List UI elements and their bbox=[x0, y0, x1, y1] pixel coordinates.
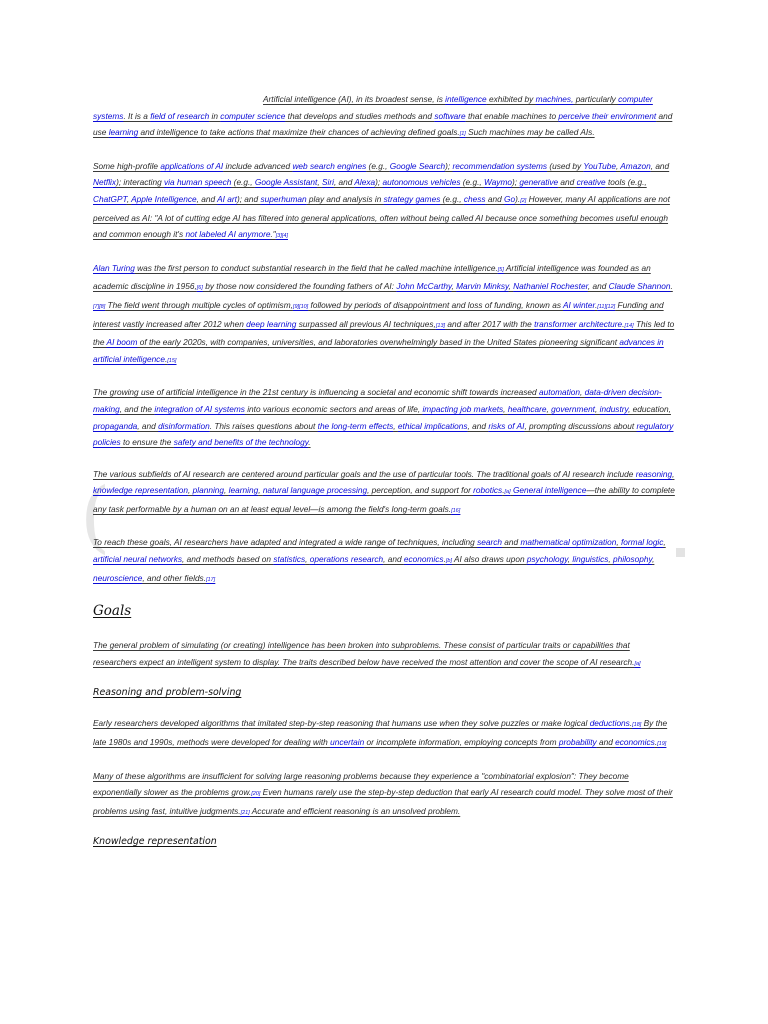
intro-paragraph-2 bbox=[93, 158, 675, 245]
text: include advanced bbox=[223, 160, 293, 171]
text: ); bbox=[445, 160, 453, 171]
citation-link[interactable]: [19] bbox=[657, 741, 667, 748]
link-intelligence[interactable]: intelligence bbox=[445, 94, 487, 104]
link-industry[interactable]: industry bbox=[599, 403, 629, 414]
text: , and bbox=[196, 193, 218, 204]
link-machines[interactable]: machines, bbox=[535, 94, 574, 104]
text: and bbox=[558, 177, 577, 188]
text: , bbox=[258, 485, 263, 496]
text: Such machines may be called AIs. bbox=[465, 127, 595, 138]
link-safety-and-benefits[interactable]: safety and benefits of the technology bbox=[173, 437, 309, 448]
link-software[interactable]: software bbox=[434, 110, 466, 121]
text: . bbox=[164, 353, 168, 364]
citation-link[interactable]: [b] bbox=[445, 558, 452, 565]
text: particularly bbox=[573, 94, 619, 104]
link-alexa[interactable]: Alexa bbox=[354, 177, 376, 188]
text: exhibited by bbox=[486, 94, 536, 104]
link-neuroscience[interactable]: neuroscience bbox=[93, 572, 143, 583]
citation-link[interactable]: [20] bbox=[251, 791, 261, 798]
link-deductions[interactable]: deductions bbox=[589, 718, 630, 729]
link-go[interactable]: Go bbox=[504, 193, 516, 204]
text: , and bbox=[650, 160, 670, 171]
citation-link[interactable]: [7][8] bbox=[93, 303, 106, 310]
text: . bbox=[654, 737, 658, 748]
citation-link[interactable]: [a] bbox=[634, 660, 641, 667]
link-psychology[interactable]: psychology bbox=[526, 554, 568, 565]
link-economics[interactable]: economics bbox=[403, 554, 444, 565]
text: , perception, and support for bbox=[367, 485, 474, 496]
link-statistics[interactable]: statistics bbox=[273, 554, 306, 565]
link-knowledge-representation[interactable]: knowledge representation bbox=[93, 485, 189, 496]
link-amazon[interactable]: Amazon bbox=[620, 160, 651, 171]
citation-link[interactable]: [6] bbox=[196, 285, 203, 292]
text: , bbox=[595, 403, 600, 414]
link-autonomous-vehicles[interactable]: autonomous vehicles bbox=[382, 177, 461, 188]
text: ). bbox=[515, 193, 521, 204]
citation-link[interactable]: [14] bbox=[624, 322, 634, 329]
link-youtube[interactable]: YouTube bbox=[583, 160, 616, 171]
link-alan-turing[interactable]: Alan Turing bbox=[93, 262, 135, 273]
text: to ensure the bbox=[120, 437, 174, 448]
citation-link[interactable]: [13] bbox=[435, 322, 446, 329]
text: . bbox=[308, 437, 311, 448]
citation-link[interactable]: [3][4] bbox=[275, 233, 288, 240]
reasoning-paragraph-2 bbox=[93, 768, 675, 822]
text: , bbox=[608, 554, 613, 565]
subsection-heading-knowledge: Knowledge representation bbox=[93, 836, 217, 848]
decorative-square bbox=[676, 548, 685, 557]
link-human-speech[interactable]: via human speech bbox=[164, 177, 232, 188]
link-linguistics[interactable]: linguistics bbox=[572, 554, 609, 565]
link-google-assistant[interactable]: Google Assistant bbox=[254, 177, 318, 188]
link-john-mccarthy[interactable]: John McCarthy bbox=[396, 281, 452, 292]
intro-paragraph-5 bbox=[93, 466, 675, 520]
link-operations-research[interactable]: operations research bbox=[309, 554, 384, 565]
text: and after 2017 with the bbox=[445, 318, 535, 329]
text: Artificial intelligence (AI), in its broadest sense, is bbox=[263, 94, 446, 104]
intro-paragraph-4 bbox=[93, 384, 675, 450]
text: , bbox=[580, 387, 585, 398]
text: followed by periods of disappointment and loss of funding, known as bbox=[308, 299, 563, 310]
link-nathaniel-rochester[interactable]: Nathaniel Rochester bbox=[513, 281, 588, 292]
text: that enable machines to bbox=[465, 110, 559, 121]
link-computer-science[interactable]: computer science bbox=[220, 110, 286, 121]
text: that develops and studies methods and bbox=[285, 110, 435, 121]
text: , bbox=[317, 177, 322, 188]
text: , and the bbox=[119, 403, 155, 414]
reasoning-paragraph-1 bbox=[93, 715, 675, 752]
text: . bbox=[629, 718, 633, 729]
text: The field went through multiple cycles of optimism, bbox=[105, 299, 293, 310]
text: , bbox=[305, 554, 310, 565]
citation-link[interactable]: [2] bbox=[520, 197, 527, 204]
text: . bbox=[443, 554, 446, 565]
text: , and bbox=[333, 177, 355, 188]
link-uncertain[interactable]: uncertain bbox=[330, 737, 365, 748]
text: ." bbox=[270, 229, 276, 240]
link-propaganda[interactable]: propaganda bbox=[93, 420, 138, 431]
link-strategy-games[interactable]: strategy games bbox=[383, 193, 441, 204]
link-integration-of-ai-systems[interactable]: integration of AI systems bbox=[154, 403, 245, 414]
text: Accurate and efficient reasoning is an unsolved problem. bbox=[249, 805, 461, 816]
text: (e.g., bbox=[460, 177, 485, 188]
link-mathematical-optimization[interactable]: mathematical optimization bbox=[520, 537, 617, 548]
text: was the first person to conduct substantial research in the field that he called machine intelligence. bbox=[134, 262, 498, 273]
link-planning[interactable]: planning bbox=[192, 485, 225, 496]
text: , bbox=[652, 554, 655, 565]
text: . bbox=[594, 299, 598, 310]
link-search[interactable]: search bbox=[477, 537, 502, 548]
text: , and bbox=[137, 420, 159, 431]
link-automation[interactable]: automation bbox=[538, 387, 581, 398]
text: , bbox=[188, 485, 193, 496]
link-recommendation-systems[interactable]: recommendation systems bbox=[452, 160, 548, 171]
text: of the early 2020s, with companies, universities, and laboratories overwhelmingly based in the United States pioneering significant bbox=[137, 337, 620, 348]
link-web-search-engines[interactable]: web search engines bbox=[292, 160, 367, 171]
section-heading-goals: Goals bbox=[93, 603, 132, 620]
text: Artificial intelligence was founded as an academic discipline in 1956, bbox=[93, 262, 651, 292]
text: , education, bbox=[628, 403, 671, 414]
text: (used by bbox=[547, 160, 584, 171]
text: —the ability to complete any task performable by a human on an at least equal level—is among the field's long-term goals. bbox=[93, 485, 675, 514]
text: Some high-profile bbox=[93, 160, 161, 171]
link-computer-systems[interactable]: computer systems bbox=[93, 94, 653, 121]
text: . It is a bbox=[123, 110, 151, 121]
link-philosophy[interactable]: philosophy bbox=[613, 554, 653, 565]
text: , and other fields. bbox=[142, 572, 207, 583]
link-learning[interactable]: learning bbox=[228, 485, 259, 496]
text: into various economic sectors and areas of life, bbox=[244, 403, 423, 414]
link-apple-intelligence[interactable]: Apple Intelligence bbox=[131, 193, 197, 204]
link-risks-of-ai[interactable]: risks of AI bbox=[488, 420, 525, 431]
intro-paragraph-6 bbox=[93, 534, 675, 588]
text: Early researchers developed algorithms that imitated step-by-step reasoning that humans use when they solve puzzles or make logical bbox=[93, 718, 590, 729]
link-robotics[interactable]: robotics bbox=[473, 485, 503, 496]
text: or incomplete information, employing concepts from bbox=[364, 737, 559, 748]
text: , and bbox=[587, 281, 609, 292]
text: (e.g., bbox=[366, 160, 390, 171]
link-formal-logic[interactable]: formal logic bbox=[621, 537, 664, 548]
link-impacting-job-markets[interactable]: impacting job markets bbox=[422, 403, 504, 414]
link-transformer-architecture[interactable]: transformer architecture bbox=[534, 318, 623, 329]
link-probability[interactable]: probability bbox=[558, 737, 597, 748]
citation-link[interactable]: [17] bbox=[206, 576, 216, 583]
link-disinformation[interactable]: disinformation bbox=[158, 420, 210, 431]
text: ); bbox=[375, 177, 383, 188]
link-superhuman[interactable]: superhuman bbox=[260, 193, 307, 204]
text: , and bbox=[383, 554, 404, 565]
text: (e.g., bbox=[231, 177, 255, 188]
subsection-heading-reasoning: Reasoning and problem-solving bbox=[93, 687, 242, 699]
goals-paragraph bbox=[93, 637, 675, 672]
intro-paragraph-1 bbox=[93, 91, 675, 143]
text: , bbox=[224, 485, 229, 496]
link-chess[interactable]: chess bbox=[463, 193, 486, 204]
text: ); bbox=[512, 177, 520, 188]
citation-link[interactable]: [18] bbox=[632, 722, 642, 729]
link-waymo[interactable]: Waymo bbox=[484, 177, 512, 188]
link-general-intelligence[interactable]: General intelligence bbox=[512, 485, 587, 496]
citation-link[interactable]: [a] bbox=[504, 489, 511, 496]
link-healthcare[interactable]: healthcare bbox=[507, 403, 547, 414]
text: Even humans rarely use the step-by-step deduction that early AI research could model. They solve most of their problems using fast, intuitive judgments. bbox=[93, 787, 673, 816]
text: , bbox=[546, 403, 552, 414]
link-economics[interactable]: economics bbox=[615, 737, 655, 748]
link-artificial-neural-networks[interactable]: artificial neural networks bbox=[93, 554, 182, 565]
text: , bbox=[503, 403, 508, 414]
link-advances-in-ai[interactable]: advances in artificial intelligence bbox=[93, 337, 664, 364]
article-body bbox=[93, 91, 675, 864]
citation-link[interactable]: [11][12] bbox=[597, 303, 616, 310]
link-deep-learning[interactable]: deep learning bbox=[246, 318, 297, 329]
text: , and methods based on bbox=[182, 554, 274, 565]
link-field-of-research[interactable]: field of research bbox=[150, 110, 210, 121]
text: in bbox=[209, 110, 221, 121]
text: and intelligence to take actions that maximize their chances of achieving defined goals. bbox=[138, 127, 460, 138]
text: Many of these algorithms are insufficient for solving large reasoning problems because they experience a "combinatorial explosion": They become exponentially slower as the problems grow. bbox=[93, 770, 629, 798]
link-long-term-effects[interactable]: the long-term effects bbox=[317, 420, 394, 431]
citation-link[interactable]: [15] bbox=[167, 357, 177, 364]
link-ai-winter[interactable]: AI winter bbox=[562, 299, 595, 310]
text: To reach these goals, AI researchers have adapted and integrated a wide range of techniques, including bbox=[93, 537, 478, 548]
citation-link[interactable]: [5] bbox=[497, 266, 504, 273]
text: This led to the bbox=[93, 318, 675, 348]
link-netflix[interactable]: Netflix bbox=[93, 177, 117, 188]
link-applications-of-ai[interactable]: applications of AI bbox=[160, 160, 224, 171]
link-google-search[interactable]: Google Search bbox=[389, 160, 446, 171]
text: The general problem of simulating (or creating) intelligence has been broken into subproblems. These consist of particular traits or capabilities that researchers expect an intelligent system to display. The traits described below have received the most attention and cover the scope of AI research. bbox=[93, 640, 635, 667]
text: . This raises questions about bbox=[209, 420, 318, 431]
link-generative[interactable]: generative bbox=[519, 177, 559, 188]
text: , bbox=[672, 468, 675, 479]
link-not-labeled-ai[interactable]: not labeled AI anymore bbox=[185, 229, 271, 240]
text: ); and bbox=[236, 193, 261, 204]
link-regulatory-policies[interactable]: regulatory policies bbox=[93, 420, 674, 448]
link-reasoning[interactable]: reasoning bbox=[635, 468, 673, 479]
text: . bbox=[622, 318, 625, 329]
link-claude-shannon[interactable]: Claude Shannon bbox=[608, 281, 671, 292]
text: , bbox=[663, 537, 666, 548]
link-creative[interactable]: creative bbox=[576, 177, 606, 188]
text: and bbox=[596, 737, 616, 748]
text: (e.g., bbox=[440, 193, 464, 204]
link-perceive-environment[interactable]: perceive their environment bbox=[558, 110, 657, 121]
text: . bbox=[670, 281, 673, 292]
text: However, many AI applications are not perceived as AI: "A lot of cutting edge AI has filtered into general applications, often without being called AI because once something becomes useful enough and common enough it's bbox=[93, 193, 670, 240]
text: and bbox=[485, 193, 505, 204]
citation-link[interactable]: [1] bbox=[459, 131, 466, 138]
text: By the late 1980s and 1990s, methods were developed for dealing with bbox=[93, 718, 668, 748]
text: AI also draws upon bbox=[452, 554, 527, 565]
text: , bbox=[567, 554, 573, 565]
text: , bbox=[616, 537, 621, 548]
text: and use bbox=[93, 110, 673, 138]
link-ai-art[interactable]: AI art bbox=[217, 193, 237, 204]
link-marvin-minsky[interactable]: Marvin Minksy bbox=[456, 281, 509, 292]
text: , and bbox=[467, 420, 489, 431]
link-government[interactable]: government bbox=[551, 403, 595, 414]
text: by those now considered the founding fathers of AI: bbox=[202, 281, 397, 292]
text: , bbox=[508, 281, 514, 292]
text: , bbox=[451, 281, 457, 292]
link-natural-language-processing[interactable]: natural language processing bbox=[262, 485, 368, 496]
text: surpassed all previous AI techniques, bbox=[296, 318, 436, 329]
text: Funding and interest vastly increased after 2012 when bbox=[93, 299, 664, 329]
link-siri[interactable]: Siri bbox=[321, 177, 334, 188]
link-ethical-implications[interactable]: ethical implications bbox=[397, 420, 468, 431]
intro-paragraph-3 bbox=[93, 260, 675, 370]
citation-link[interactable]: [9][10] bbox=[292, 303, 309, 310]
text: , bbox=[615, 160, 621, 171]
text: play and analysis in bbox=[306, 193, 384, 204]
link-learning[interactable]: learning bbox=[108, 127, 139, 138]
text: . bbox=[502, 485, 505, 496]
text: tools (e.g., bbox=[605, 177, 647, 188]
text: and bbox=[501, 537, 521, 548]
decorative-parenthesis: ( bbox=[80, 472, 111, 562]
text: The various subfields of AI research are centered around particular goals and the use of particular tools. The traditional goals of AI research include bbox=[93, 468, 636, 479]
link-ai-boom[interactable]: AI boom bbox=[106, 337, 138, 348]
text: , bbox=[393, 420, 398, 431]
citation-link[interactable]: [16] bbox=[451, 507, 461, 514]
text: , prompting discussions about bbox=[524, 420, 637, 431]
text: The growing use of artificial intelligence in the 21st century is influencing a societal and economic shift towards increased bbox=[93, 387, 539, 398]
text: , bbox=[126, 193, 132, 204]
link-chatgpt[interactable]: ChatGPT bbox=[93, 193, 127, 204]
citation-link[interactable]: [21] bbox=[240, 809, 250, 816]
link-data-driven-decision-making[interactable]: data-driven decision-making bbox=[93, 387, 662, 414]
text: ); interacting bbox=[116, 177, 165, 188]
